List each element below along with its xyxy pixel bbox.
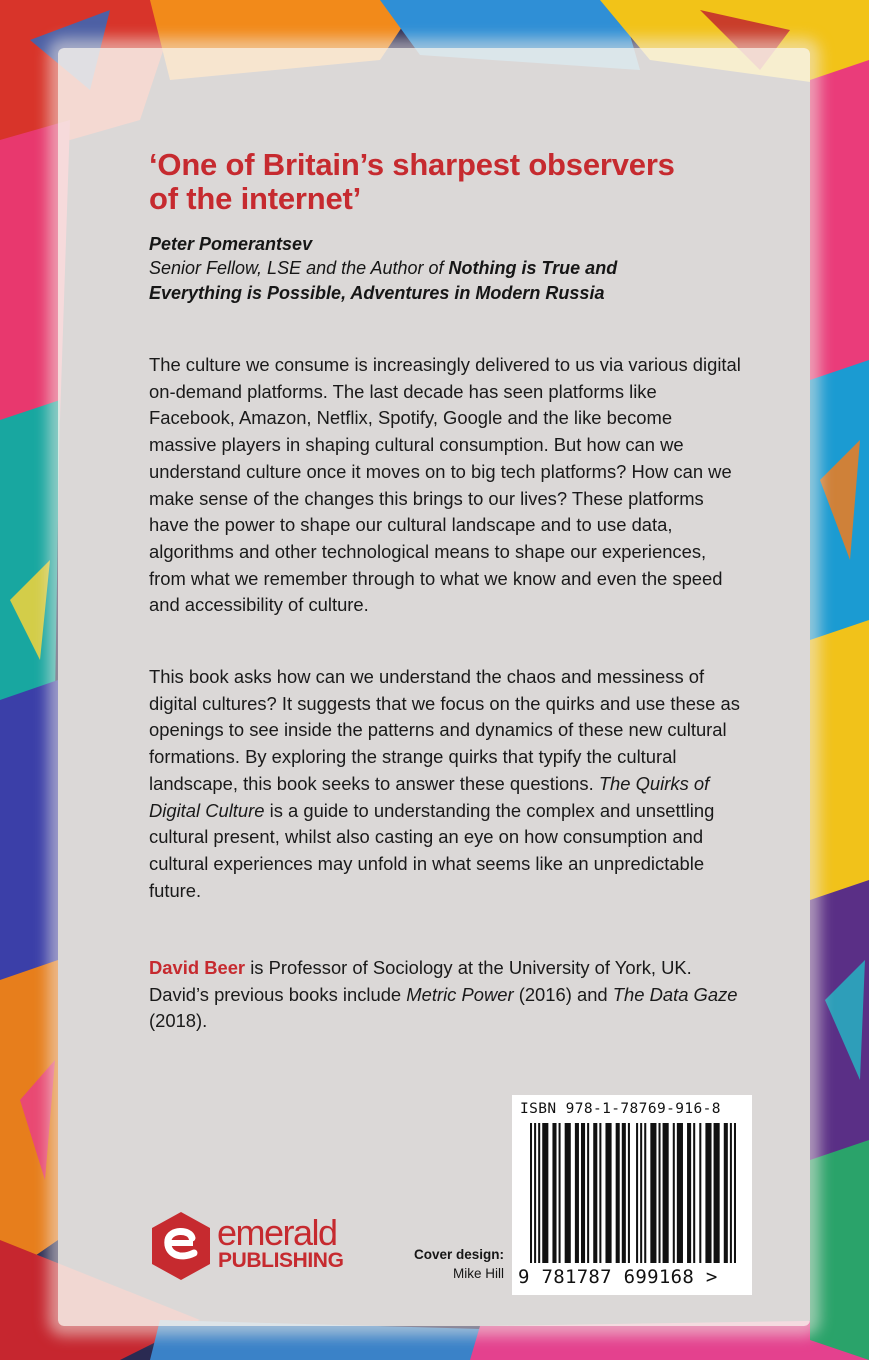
barcode-bar — [724, 1123, 728, 1263]
blurb-paragraph-1: The culture we consume is increasingly delivered to us via various digital on-demand platforms. The last decade has seen platforms like Facebook, Amazon, Netflix, Spotify, Google and the like become massive players in shaping cultural consumption. But how can we understand culture once it moves on to big tech platforms? How can we make sense of the changes this brings to our lives? These platforms have the power to shape our cultural landscape and to use data, algorithms and other technological means to shape our experiences, from what we remember through to what we know and even the speed and accessibility of culture. — [149, 354, 741, 616]
barcode-bar — [616, 1123, 620, 1263]
quote-attribution-role — [149, 256, 709, 306]
barcode-bar — [677, 1123, 683, 1263]
barcode-bar — [628, 1123, 630, 1263]
pull-quote-line-1: ‘One of Britain’s sharpest observers — [149, 147, 675, 182]
publisher-logo — [150, 1210, 370, 1285]
barcode-bars — [530, 1123, 736, 1273]
barcode-bar — [693, 1123, 695, 1263]
barcode-bar — [552, 1123, 556, 1263]
barcode-bar — [730, 1123, 732, 1263]
barcode-digits: 9 781787 699168 > — [518, 1266, 718, 1288]
barcode-bar — [663, 1123, 669, 1263]
barcode-bar — [534, 1123, 536, 1263]
publisher-name-word-1: emerald — [217, 1212, 337, 1253]
pull-quote — [149, 148, 749, 216]
blurb-paragraph-2-text-b: is a guide to understanding the complex and unsettling cultural present, whilst also casting an eye on how consumption and cultural experiences may unfold in what seems like an unpredictable future. — [149, 799, 715, 901]
barcode-bar — [734, 1123, 736, 1263]
barcode-bar — [714, 1123, 720, 1263]
blurb-paragraph-2 — [149, 664, 741, 904]
cover-design-label: Cover design: — [413, 1247, 504, 1262]
publisher-name-word-2: PUBLISHING — [218, 1249, 344, 1272]
barcode-bar — [640, 1123, 642, 1263]
blurb-paragraph-2-text-a: This book asks how can we understand the chaos and messiness of digital cultures? It suggests that we focus on the quirks and use these as openings to see inside the patterns and dynamics of these new cultural formations. By exploring the strange quirks that typify the cultural landscape, this book seeks to answer these questions. — [149, 666, 740, 794]
author-bio — [149, 955, 741, 1035]
barcode-bar — [599, 1123, 601, 1263]
barcode-bar — [650, 1123, 656, 1263]
barcode-bar — [538, 1123, 540, 1263]
barcode-bar — [530, 1123, 532, 1263]
barcode-bar — [542, 1123, 548, 1263]
attribution-book-title: Nothing is True and Everything is Possible, Adventures in Modern Russia — [149, 258, 618, 303]
author-bio-text-2: (2016) and — [513, 983, 613, 1005]
barcode-bar — [581, 1123, 585, 1263]
barcode-bar — [605, 1123, 611, 1263]
quote-attribution-name: Peter Pomerantsev — [149, 234, 313, 254]
pull-quote-line-2: of the internet’ — [149, 181, 362, 216]
isbn-label: ISBN 978-1-78769-916-8 — [520, 1101, 721, 1117]
barcode-bar — [587, 1123, 589, 1263]
barcode-bar — [565, 1123, 571, 1263]
author-book-1: Metric Power — [406, 983, 514, 1005]
barcode-bar — [673, 1123, 675, 1263]
isbn-barcode-block — [512, 1095, 752, 1295]
barcode-bar — [705, 1123, 711, 1263]
barcode-bar — [644, 1123, 646, 1263]
author-name: David Beer — [149, 957, 246, 978]
barcode-bar — [575, 1123, 579, 1263]
barcode-bar — [593, 1123, 597, 1263]
book-title-italic: The Quirks of Digital Culture — [149, 772, 710, 821]
author-book-2: The Data Gaze — [612, 983, 738, 1005]
barcode-bar — [659, 1123, 661, 1263]
barcode-bar — [699, 1123, 701, 1263]
barcode-bar — [559, 1123, 561, 1263]
attribution-role-text: Senior Fellow, LSE and the Author of — [149, 258, 449, 278]
barcode-bar — [687, 1123, 691, 1263]
author-bio-text-1: is Professor of Sociology at the University of York, UK. David’s previous books include — [149, 957, 692, 1005]
emerald-logo-icon — [150, 1210, 212, 1282]
barcode-bar — [636, 1123, 638, 1263]
barcode-bar — [622, 1123, 626, 1263]
author-bio-text-3: (2018). — [149, 1010, 208, 1032]
cover-designer-name: Mike Hill — [452, 1266, 504, 1281]
